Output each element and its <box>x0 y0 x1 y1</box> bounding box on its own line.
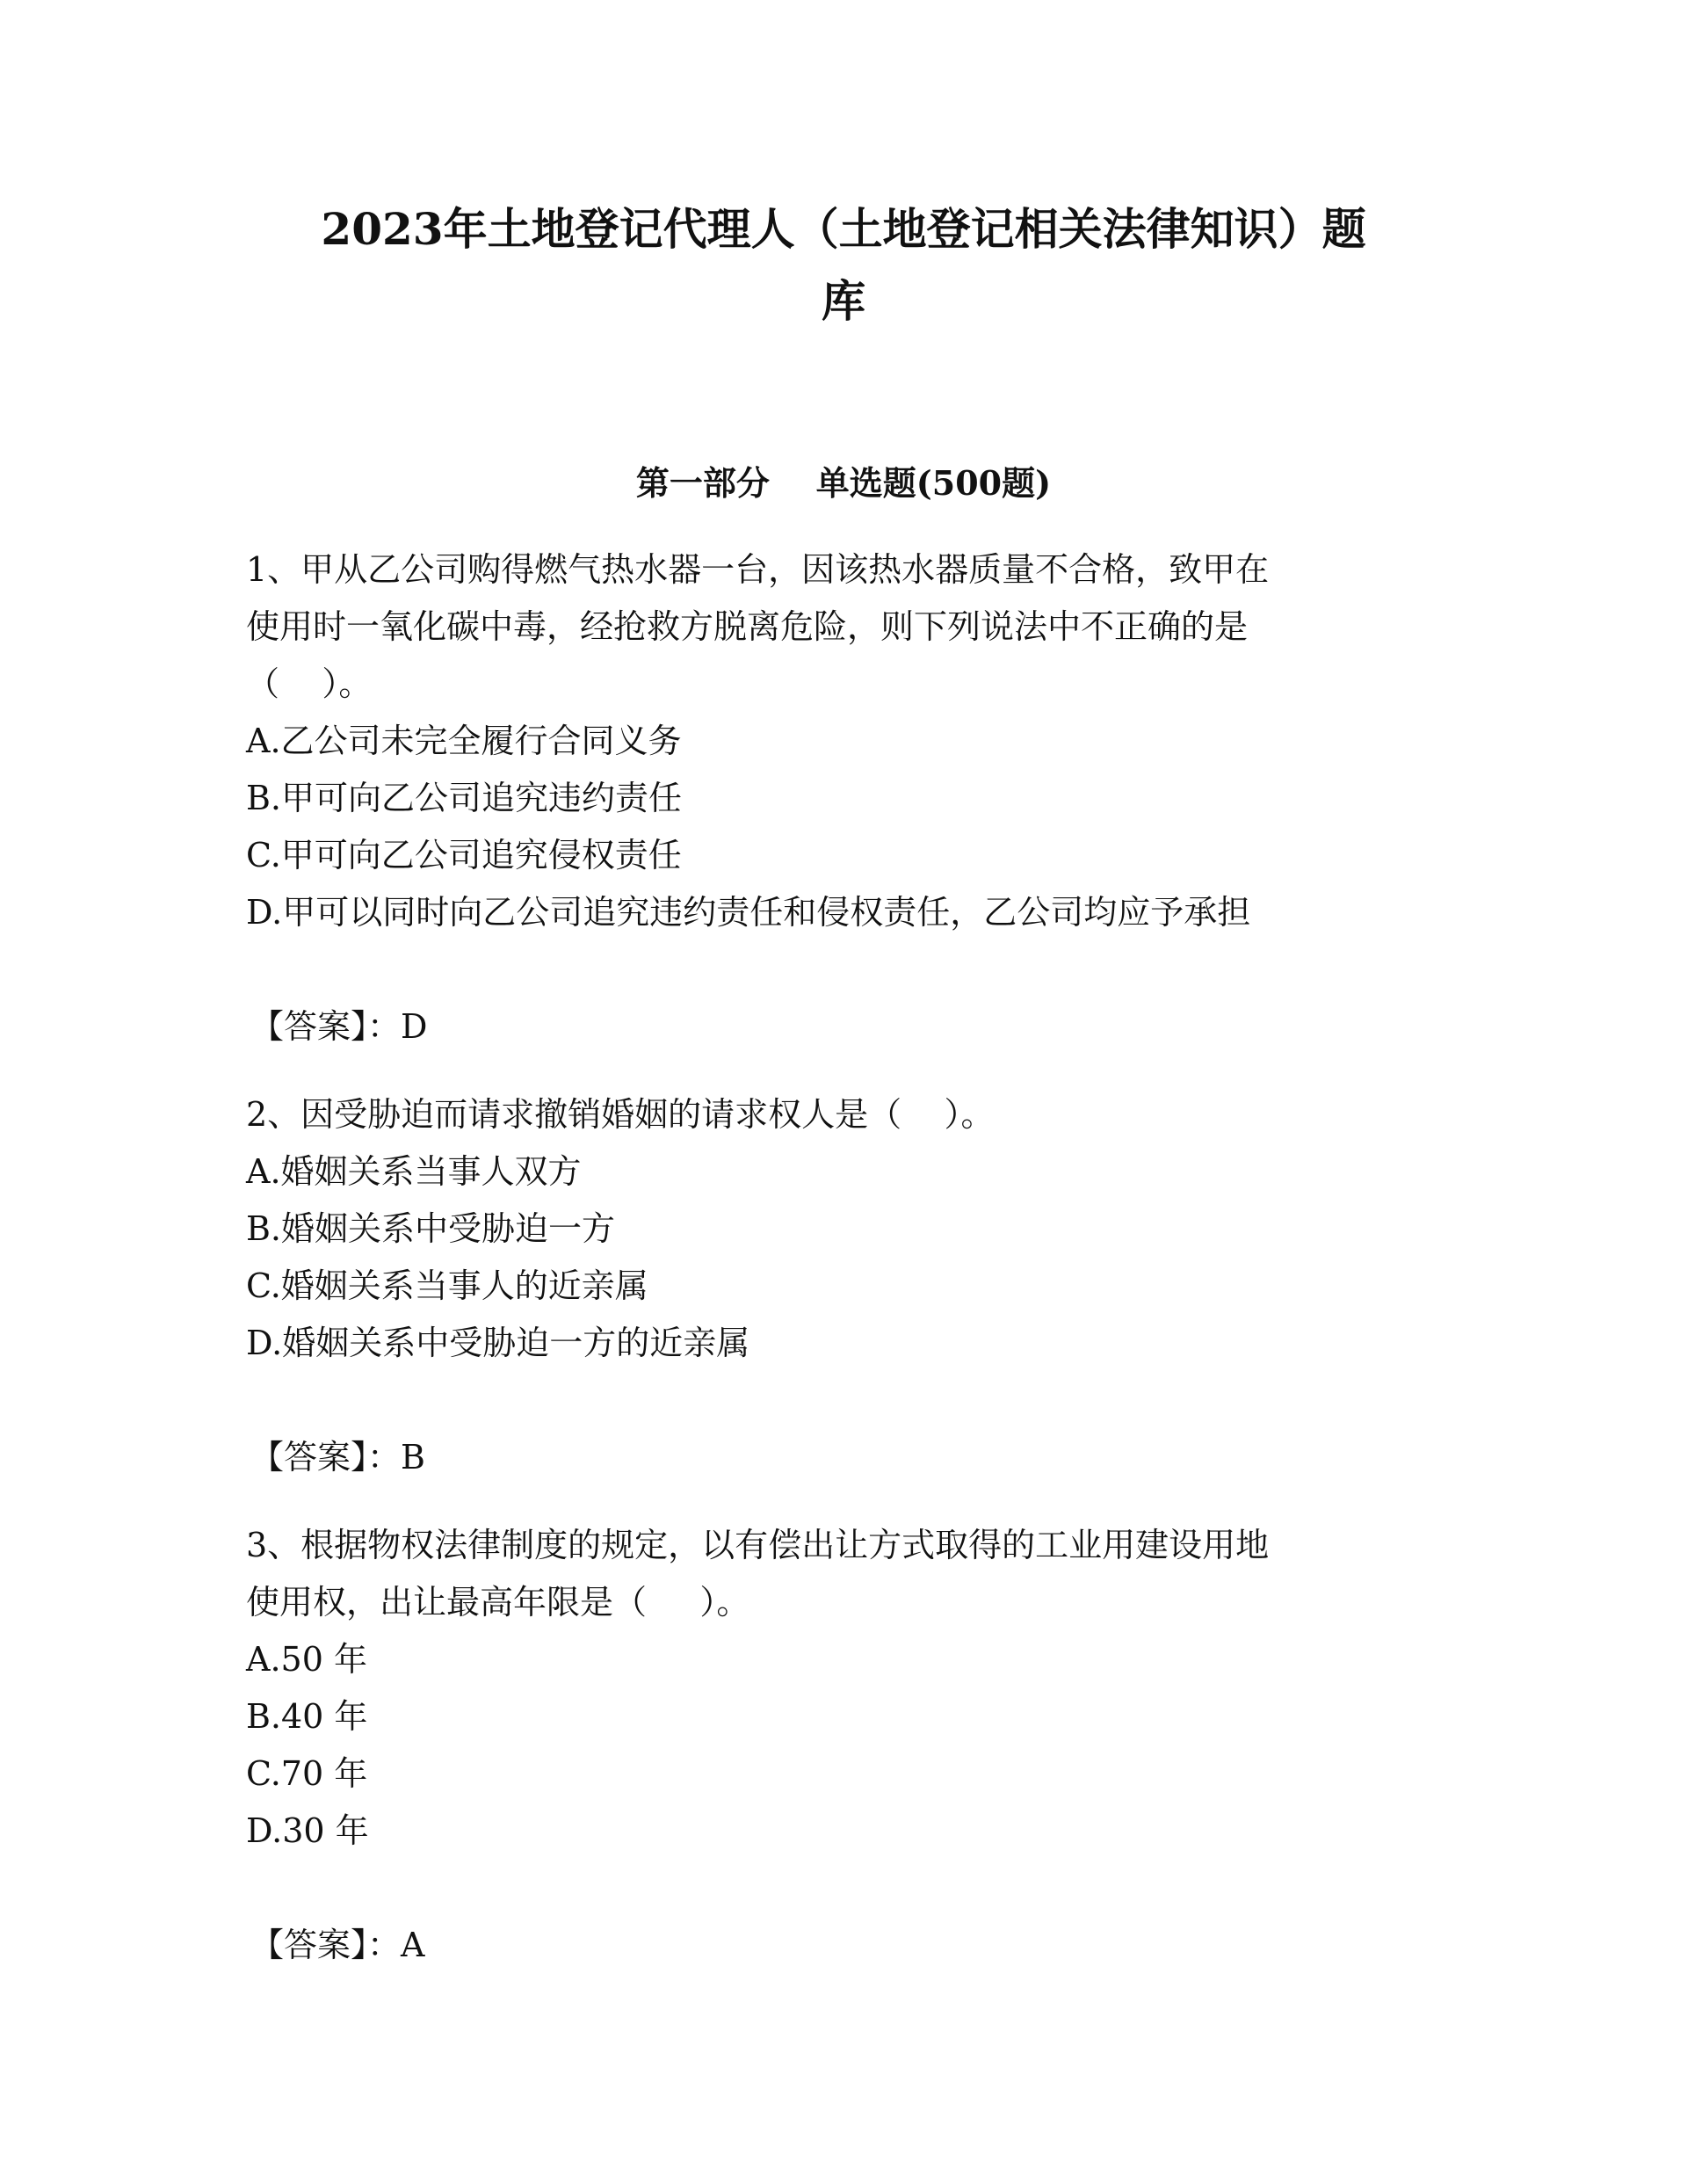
question-1-option-d: D.甲可以同时向乙公司追究违约责任和侵权责任，乙公司均应予承担 <box>246 893 1251 932</box>
question-3-option-c: C.70 年 <box>246 1754 368 1793</box>
question-1-answer <box>250 1005 427 1048</box>
question-2-option-a: A.婚姻关系当事人双方 <box>246 1152 582 1191</box>
question-3-answer <box>250 1923 424 1967</box>
question-2-answer <box>250 1435 425 1479</box>
answer-label: 【答案】： <box>250 1438 402 1477</box>
question-3-option-a: A.50 年 <box>246 1640 367 1679</box>
question-1-option-b: B.甲可向乙公司追究违约责任 <box>246 779 683 817</box>
answer-value: B <box>401 1438 425 1477</box>
document-title <box>246 193 1441 337</box>
question-1-option-c: C.甲可向乙公司追究侵权责任 <box>246 836 682 874</box>
question-1-option-a: A.乙公司未完全履行合同义务 <box>246 722 682 760</box>
question-2-option-b: B.婚姻关系中受胁迫一方 <box>246 1209 616 1248</box>
question-1-text-line-3: （ ）。 <box>246 664 373 703</box>
document-title-line-1: 2023年土地登记代理人（土地登记相关法律知识）题 <box>321 203 1366 255</box>
answer-value: A <box>401 1926 425 1964</box>
question-2-option-c: C.婚姻关系当事人的近亲属 <box>246 1266 648 1305</box>
part-title: 第一部分 单选题(500题) <box>635 463 1052 503</box>
question-3-text-line-1: 3、根据物权法律制度的规定，以有偿出让方式取得的工业用建设用地 <box>246 1526 1270 1564</box>
answer-label: 【答案】： <box>250 1926 402 1964</box>
document-title-line-2: 库 <box>822 275 865 327</box>
question-1-text-line-2: 使用时一氧化碳中毒，经抢救方脱离危险，则下列说法中不正确的是 <box>246 607 1249 646</box>
answer-label: 【答案】： <box>250 1007 402 1046</box>
question-3-option-d: D.30 年 <box>246 1811 369 1850</box>
question-1-text-line-1: 1、甲从乙公司购得燃气热水器一台，因该热水器质量不合格，致甲在 <box>246 550 1270 589</box>
question-3-text-line-2: 使用权，出让最高年限是（ ）。 <box>246 1583 750 1622</box>
question-2-text-line-1: 2、因受胁迫而请求撤销婚姻的请求权人是（ ）。 <box>246 1095 995 1134</box>
question-2-option-d: D.婚姻关系中受胁迫一方的近亲属 <box>246 1324 750 1362</box>
answer-value: D <box>401 1007 428 1046</box>
question-3-option-b: B.40 年 <box>246 1697 368 1736</box>
